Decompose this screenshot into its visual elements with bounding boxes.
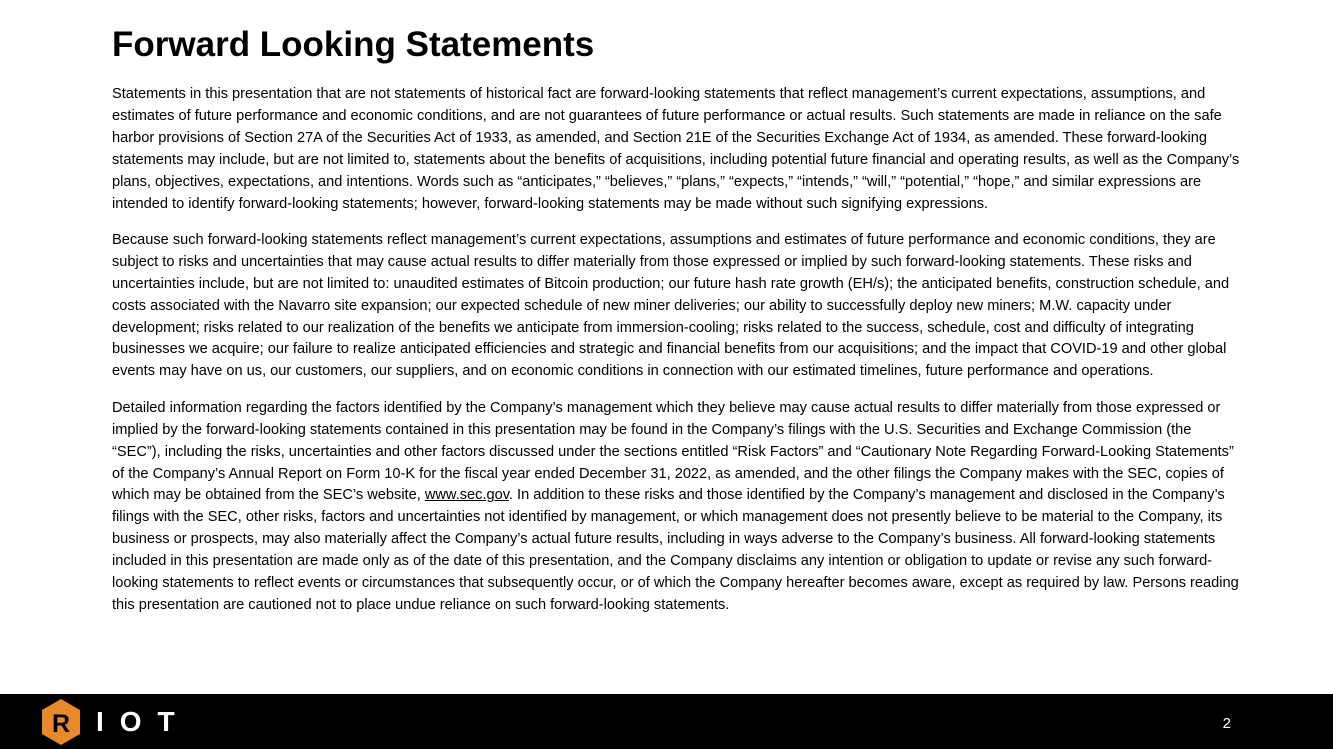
paragraph-3-start: Detailed information regarding the factors identified by the Company’s management which they believe may cause actual results to differ materially from those expressed or implied by the forward-looking statements contained in this presentation may be found in the Company’s filings with the U.S. Securities and Exchange Commission (the “SEC”), including the risks, uncertainties and other factors discussed under the sections entitled “Risk Factors” and “Cautionary Note Regarding Forward-Looking Statements” of the Company’s Annual Report on Form 10-K for the fiscal year ended December 31, 2022, as amended, and the other filings the Company makes with the SEC, copies of which may be obtained from the SEC’s website, xyxy=(112,399,1234,504)
sec-website-link[interactable]: www.sec.gov xyxy=(424,487,509,504)
paragraph-1: Statements in this presentation that are not statements of historical fact are forward-looking statements that reflect management’s current expectations, assumptions, and estimates of future performance and economic conditions, and are not guarantees of future performance or actual results. Such statements are made in reliance on the safe harbor provisions of Section 27A of the Securities Act of 1933, as amended, and Section 21E of the Securities Exchange Act of 1934, as amended. These forward-looking statements may include, but are not limited to, statements about the benefits of acquisitions, including potential future financial and operating results, as well as the Company’s plans, objectives, expectations, and intentions. Words such as “anticipates,” “believes,” “plans,” “expects,” “intends,” “will,” “potential,” “hope,” and similar expressions are intended to identify forward-looking statements; however, forward-looking statements may be made without such signifying expressions. xyxy=(112,86,1240,212)
page-title: Forward Looking Statements xyxy=(112,25,595,64)
logo-mark-letter: R xyxy=(51,710,71,738)
riot-logo xyxy=(40,697,191,747)
paragraph-3 xyxy=(112,398,1242,617)
paragraph-2: Because such forward-looking statements reflect management’s current expectations, assumptions and estimates of future performance and economic conditions, they are subject to risks and uncertainties that may cause actual results to differ materially from those expressed or implied by such forward-looking statements. These risks and uncertainties include, but are not limited to: unaudited estimates of Bitcoin production; our future hash rate growth (EH/s); the anticipated benefits, construction schedule, and costs associated with the Navarro site expansion; our expected schedule of new miner deliveries; our ability to successfully deploy new miners; M.W. capacity under development; risks related to our realization of the benefits we anticipate from immersion-cooling; risks related to the success, schedule, cost and difficulty of integrating businesses we acquire; our failure to realize anticipated efficiencies and strategic and financial benefits from our acquisitions; and the impact that COVID-19 and other global events may have on us, our customers, our suppliers, and on economic conditions in connection with our estimated timelines, future performance and operations. xyxy=(112,231,1230,380)
riot-hexagon-icon xyxy=(40,698,82,746)
logo-wordmark: IOT xyxy=(96,706,191,737)
paragraph-3-end: . In addition to these risks and those identified by the Company’s management and disclosed in the Company’s filings with the SEC, other risks, factors and uncertainties not identified by management, or which management does not presently believe to be material to the Company, its business or prospects, may also materially affect the Company’s actual future results, including in ways adverse to the Company’s business. All forward-looking statements included in this presentation are made only as of the date of this presentation, and the Company disclaims any intention or obligation to update or revise any such forward-looking statements to reflect events or circumstances that subsequently occur, or of which the Company hereafter becomes aware, except as required by law. Persons reading this presentation are cautioned not to place undue reliance on such forward-looking statements. xyxy=(112,487,1239,613)
footer-bar xyxy=(0,694,1333,749)
disclaimer-body xyxy=(112,84,1242,631)
page-number: 2 xyxy=(1222,715,1231,732)
